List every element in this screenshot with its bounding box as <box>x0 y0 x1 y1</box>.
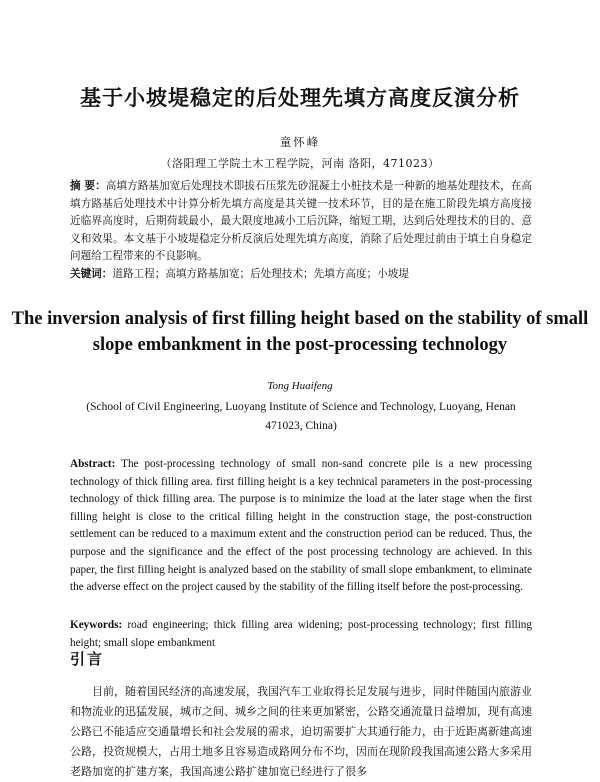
abstract-cn-label: 摘 要： <box>70 180 106 192</box>
affiliation-cn: （洛阳理工学院土木工程学院，河南 洛阳，471023） <box>160 157 440 170</box>
paper-title-en: The inversion analysis of first filling height based on the stability of small slope embankment in the post-processing technology <box>11 309 589 355</box>
author-name-cn: 童怀峰 <box>279 135 321 149</box>
keywords-en <box>70 617 532 652</box>
keywords-cn-text: 道路工程；高填方路基加宽；后处理技术；先填方高度；小坡堤 <box>112 268 409 280</box>
keywords-cn <box>70 266 532 284</box>
section-heading-introduction: 引言 <box>70 650 105 668</box>
author-name-en: Tong Huaifeng <box>267 380 333 392</box>
introduction-paragraph: 目前，随着国民经济的高速发展，我国汽车工业取得长足发展与进步，同时伴随国内旅游业和物流业的迅猛发展，城市之间、城乡之间的往来更加紧密，公路交通流量日益增加，现有高速公路已不能适应交通量增长和社会发展的需求，迫切需要扩大其通行能力，由于近距离新建高速公路，投资规模大，占用土地多且容易造成路网分布不均，因而在现阶段我国高速公路大多采用老路加宽的扩建方案，我国高速公路扩建加宽已经进行了很多 <box>70 685 532 778</box>
keywords-en-text: road engineering; thick filling area widening; post-processing technology; first filling height; small slope embankment <box>70 619 532 649</box>
abstract-cn-text: 高填方路基加宽后处理技术即拔石压浆先砂混凝土小桩技术是一种新的地基处理技术，在高填方路基后处理技术中计算分析先填方高度是其关键一技术环节，目的是在施工阶段先填方高度接近临界高度时，后期荷载最小，最大限度地减小工后沉降，缩短工期，达到后处理技术的目的、意义和效果。本文基于小坡堤稳定分析反演后处理先填方高度，消除了后处理过前由于填土自身稳定问题给工程带来的不良影响。 <box>70 180 532 262</box>
paper-title-cn: 基于小坡堤稳定的后处理先填方高度反演分析 <box>80 86 520 110</box>
abstract-cn <box>70 178 532 266</box>
keywords-cn-label: 关键词： <box>70 268 113 280</box>
abstract-en-label: Abstract: <box>70 458 116 470</box>
abstract-en-text: The post-processing technology of small non-sand concrete pile is a new processing technology of thick filling area. first filling height is a key technical parameters in the post-processing technology of thick filling area. The purpose is to minimize the load at the later stage when the first filling height is close to the critical filling height in the construction stage, the post-construction settlement can be reduced to a maximum extent and the construction period can be reduced. Thus, the purpose and the significance and the effect of the post processing technology are achieved. In this paper, the first filling height is analyzed based on the stability of small slope embankment, to eliminate the adverse effect on the project caused by the stability of the filling itself before the post-processing. <box>70 458 532 594</box>
keywords-en-label: Keywords: <box>70 619 123 631</box>
abstract-en <box>70 456 532 597</box>
affiliation-en: (School of Civil Engineering, Luoyang Institute of Science and Technology, Luoyang, Henan 471023, China) <box>86 401 516 432</box>
